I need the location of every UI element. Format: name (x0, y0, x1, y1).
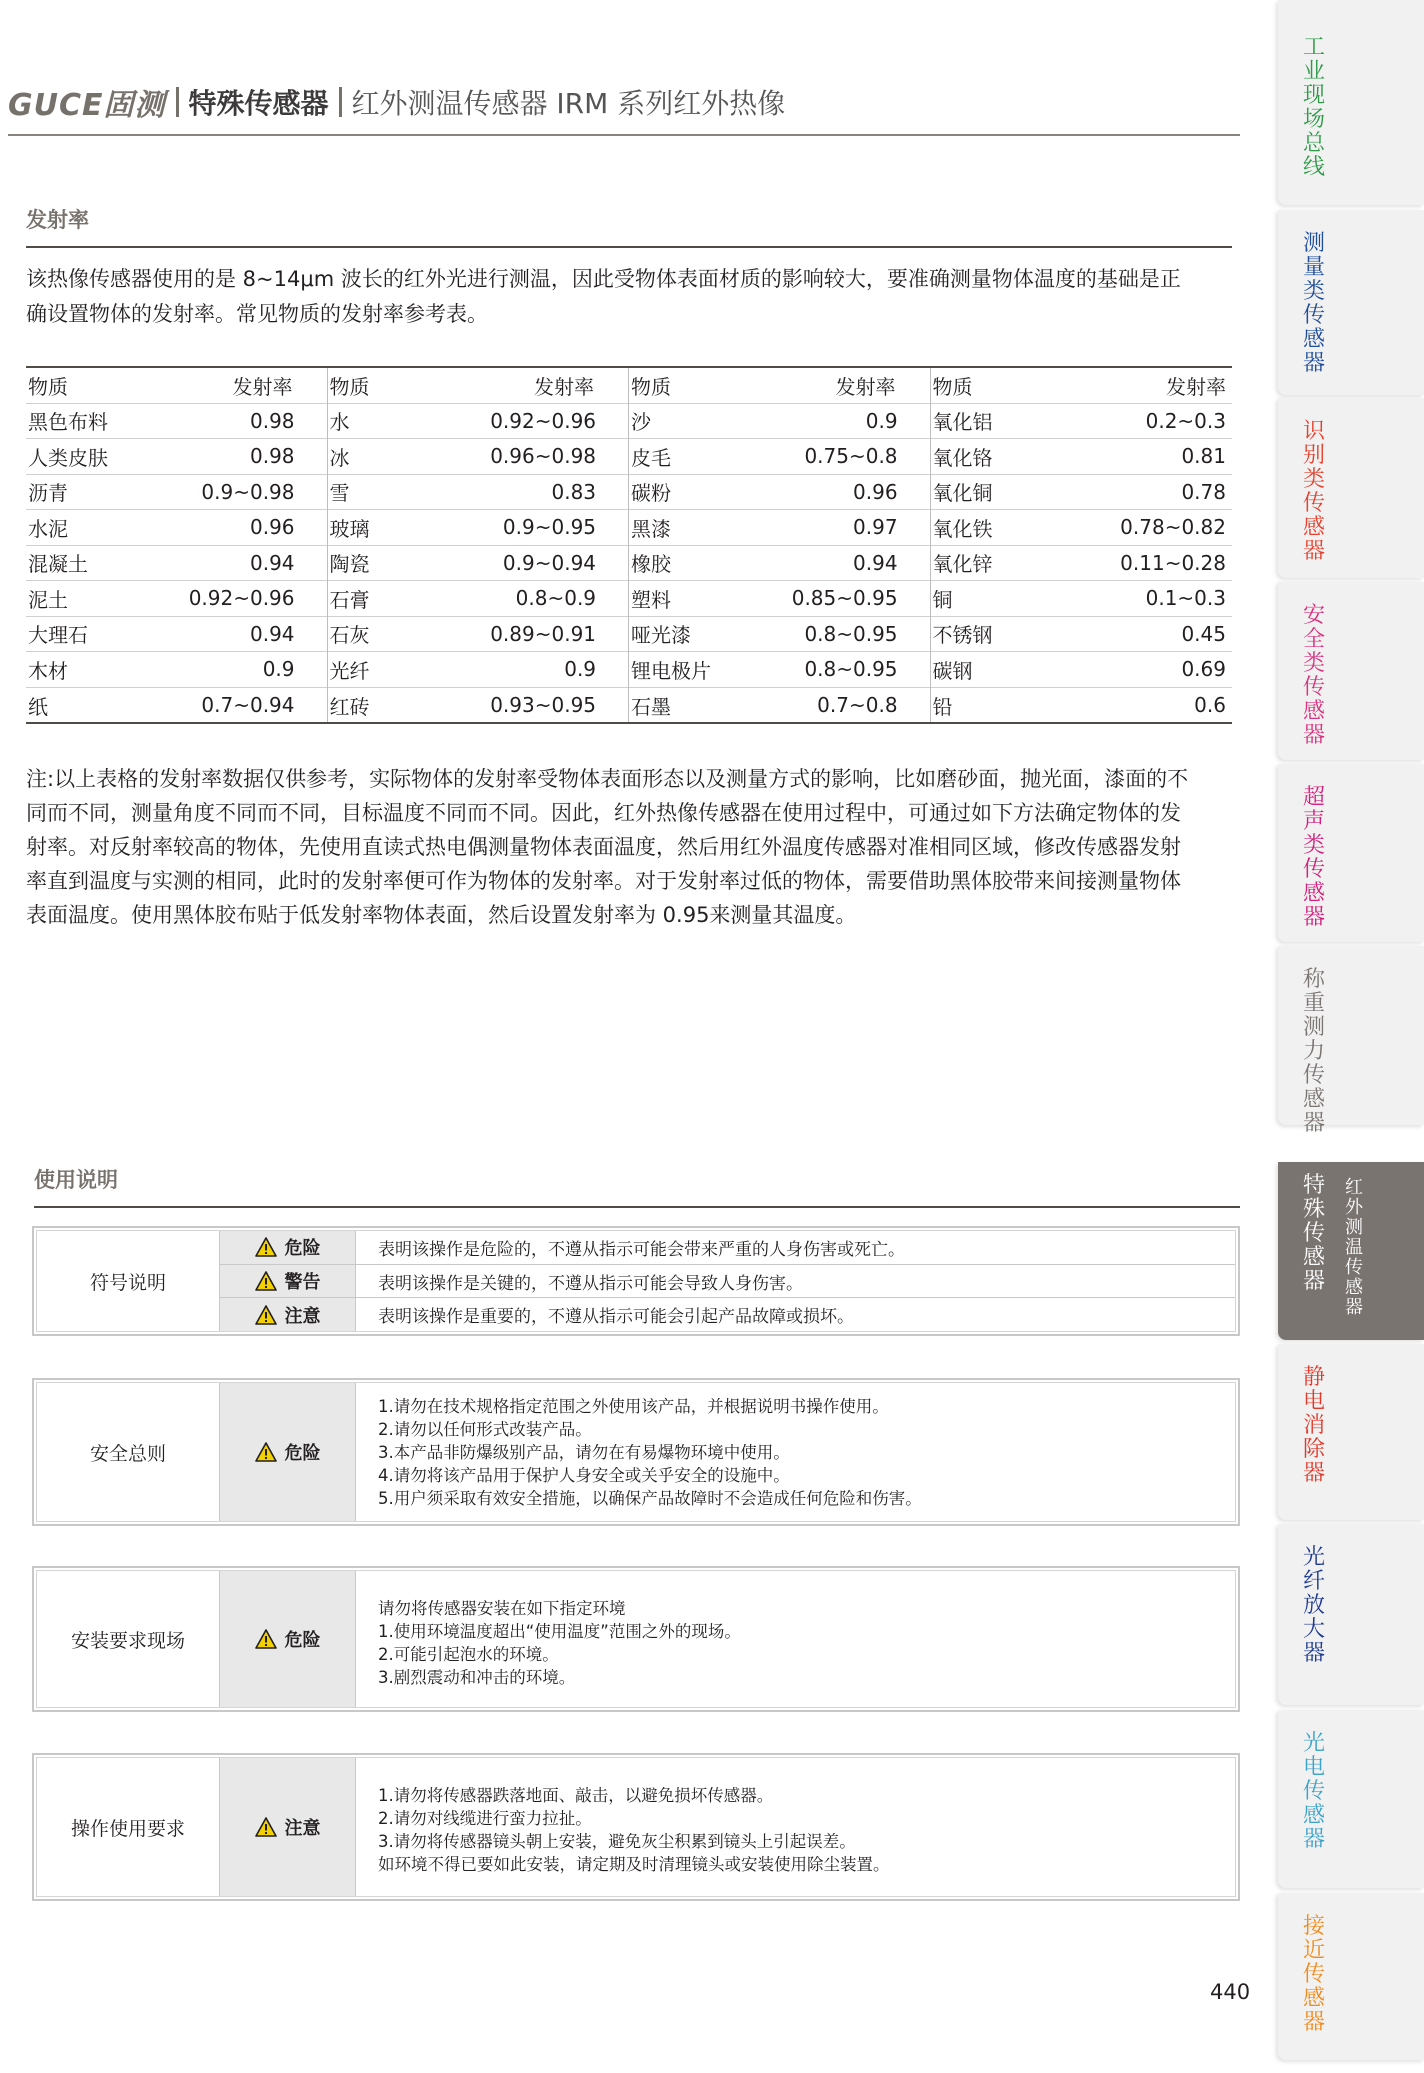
material-name: 氧化铝 (932, 410, 993, 435)
warning-triangle-icon (255, 1305, 277, 1325)
emissivity-value: 0.96~0.98 (490, 444, 597, 469)
material-name: 塑料 (631, 587, 672, 612)
safety-category: 安全总则 (37, 1383, 220, 1521)
install-category: 安装要求现场 (37, 1571, 220, 1707)
emissivity-value: 0.9~0.95 (502, 515, 597, 540)
emissivity-row (26, 439, 327, 475)
category-tab-sublabel: 红外测温传感器 (1345, 1177, 1363, 1318)
emissivity-note: 注:以上表格的发射率数据仅供参考，实际物体的发射率受物体表面形态以及测量方式的影响，比如磨砂面，抛光面，漆面的不同而不同，测量角度不同而不同，目标温度不同而不同。因此，红外热像传感器在使用过程中，可通过如下方法确定物体的发射率。对反射率较高的物体，先使用直读式热电偶测量物体表面温度，然后用红外温度传感器对准相同区域，修改传感器发射率直到温度与实测的相同，此时的发射率便可作为物体的发射率。对于发射率过低的物体，需要借助黑体胶带来间接测量物体表面温度。使用黑体胶布贴于低发射率物体表面，然后设置发射率为 0.95来测量其温度。 (26, 767, 1189, 927)
emissivity-row (629, 404, 930, 440)
emissivity-value: 0.9~0.98 (201, 479, 295, 504)
emissivity-header-row (629, 368, 930, 404)
usage-title: 使用说明 (34, 1168, 118, 1192)
material-name: 石墨 (631, 694, 672, 719)
text-line: 请勿将传感器安装在如下指定环境 (378, 1599, 626, 1618)
text-line: 3.请勿将传感器镜头朝上安装，避免灰尘积累到镜头上引起误差。 (378, 1832, 856, 1851)
material-name: 氧化铁 (932, 516, 993, 541)
header-subtitle: 红外测温传感器 IRM 系列红外热像 (351, 87, 786, 120)
level-warning-text: 表明该操作是关键的，不遵从指示可能会导致人身伤害。 (356, 1264, 1235, 1298)
emissivity-value: 0.96 (249, 515, 295, 540)
text-line: 2.请勿以任何形式改装产品。 (378, 1420, 592, 1439)
emissivity-column-group (629, 368, 931, 722)
text-line: 如环境不得已要如此安装，请定期及时清理镜头或安装使用除尘装置。 (378, 1855, 890, 1874)
section-divider (26, 246, 1232, 248)
material-name: 氧化铬 (932, 445, 993, 470)
category-tab-label: 特殊传感器 (1302, 1173, 1325, 1294)
header-material: 物质 (631, 374, 672, 399)
text-line: 2.请勿对线缆进行蛮力拉扯。 (378, 1809, 592, 1828)
emissivity-row (328, 404, 629, 440)
header-material: 物质 (28, 374, 68, 399)
category-tab[interactable] (1278, 0, 1424, 205)
material-name: 玻璃 (329, 516, 370, 541)
material-name: 氧化铜 (932, 481, 993, 506)
category-tab[interactable] (1278, 210, 1424, 395)
emissivity-value: 0.2~0.3 (1145, 408, 1226, 433)
category-tab[interactable] (1278, 1344, 1424, 1520)
emissivity-table (26, 366, 1232, 724)
emissivity-value: 0.78~0.82 (1120, 515, 1226, 540)
emissivity-row (931, 617, 1232, 653)
header-separator (176, 87, 179, 117)
text-line: 1.请勿将传感器跌落地面、敲击，以避免损坏传感器。 (378, 1786, 774, 1805)
text-line: 3.本产品非防爆级别产品，请勿在有易爆物环境中使用。 (378, 1443, 790, 1462)
emissivity-value: 0.78 (1181, 479, 1226, 504)
header-emissivity: 发射率 (232, 374, 293, 399)
category-tab-label: 测量类传感器 (1302, 231, 1325, 376)
level-danger: 危险 (220, 1231, 355, 1264)
emissivity-row (931, 404, 1232, 440)
emissivity-row (328, 439, 629, 475)
category-tab-label: 识别类传感器 (1302, 419, 1325, 564)
emissivity-row (931, 475, 1232, 511)
emissivity-row (931, 439, 1232, 475)
material-name: 石膏 (329, 587, 370, 612)
emissivity-value: 0.7~0.94 (201, 693, 295, 718)
material-name: 哑光漆 (631, 623, 692, 648)
material-name: 氧化锌 (932, 552, 993, 577)
emissivity-column-group (931, 368, 1232, 722)
header-separator (339, 87, 342, 117)
level-caution-text: 表明该操作是重要的，不遵从指示可能会引起产品故障或损坏。 (356, 1297, 1235, 1331)
emissivity-value: 0.6 (1194, 693, 1226, 718)
page-header (8, 76, 1240, 136)
text-line: 1.请勿在技术规格指定范围之外使用该产品，并根据说明书操作使用。 (378, 1397, 889, 1416)
emissivity-value: 0.98 (249, 444, 295, 469)
emissivity-row (931, 546, 1232, 582)
category-tab[interactable] (1278, 946, 1424, 1136)
material-name: 水泥 (28, 516, 68, 541)
emissivity-value: 0.7~0.8 (817, 693, 898, 718)
emissivity-row (26, 475, 327, 511)
emissivity-value: 0.45 (1181, 621, 1226, 646)
material-name: 光纤 (329, 658, 370, 683)
category-tab-label: 称重测力传感器 (1302, 967, 1325, 1136)
install-box (32, 1566, 1240, 1712)
operation-box (32, 1753, 1240, 1901)
category-tab[interactable] (1278, 764, 1424, 942)
material-name: 木材 (28, 658, 68, 683)
warning-triangle-icon (255, 1817, 277, 1837)
header-category: 特殊传感器 (188, 87, 329, 120)
text-line: 5.用户须采取有效安全措施，以确保产品故障时不会造成任何危险和伤害。 (378, 1489, 922, 1508)
emissivity-header-row (328, 368, 629, 404)
header-material: 物质 (932, 374, 973, 399)
emissivity-column-group (328, 368, 630, 722)
emissivity-row (629, 439, 930, 475)
emissivity-row (26, 688, 327, 724)
emissivity-row (629, 688, 930, 724)
emissivity-row (328, 688, 629, 724)
emissivity-row (931, 652, 1232, 688)
emissivity-row (328, 652, 629, 688)
material-name: 沙 (631, 410, 652, 435)
emissivity-row (26, 546, 327, 582)
emissivity-value: 0.94 (249, 621, 295, 646)
material-name: 人类皮肤 (28, 445, 108, 470)
material-name: 不锈钢 (932, 623, 993, 648)
level-caution: 注意 (220, 1297, 355, 1331)
emissivity-value: 0.85~0.95 (791, 586, 898, 611)
emissivity-row (26, 581, 327, 617)
material-name: 冰 (329, 445, 350, 470)
category-tab-label: 安全类传感器 (1302, 603, 1325, 748)
emissivity-row (629, 617, 930, 653)
material-name: 铜 (932, 587, 953, 612)
category-tab-label: 静电消除器 (1302, 1365, 1325, 1486)
brand-logo: GUCE固测 (8, 88, 166, 123)
emissivity-value: 0.8~0.95 (804, 657, 898, 682)
material-name: 皮毛 (631, 445, 672, 470)
emissivity-column-group (26, 368, 328, 722)
emissivity-row (328, 617, 629, 653)
emissivity-value: 0.83 (551, 479, 597, 504)
category-tab[interactable] (1278, 398, 1424, 578)
install-text (356, 1571, 1235, 1689)
emissivity-value: 0.8~0.95 (804, 621, 898, 646)
header-emissivity: 发射率 (835, 374, 896, 399)
emissivity-value: 0.94 (853, 550, 898, 575)
level-warning: 警告 (220, 1264, 355, 1298)
emissivity-row (629, 581, 930, 617)
emissivity-row (629, 652, 930, 688)
header-emissivity: 发射率 (534, 374, 595, 399)
emissivity-value: 0.8~0.9 (515, 586, 597, 611)
header-emissivity: 发射率 (1165, 374, 1226, 399)
material-name: 铅 (932, 694, 953, 719)
safety-level: 危险 (220, 1383, 355, 1521)
emissivity-row (629, 546, 930, 582)
material-name: 纸 (28, 694, 48, 719)
text-line: 4.请勿将该产品用于保护人身安全或关乎安全的设施中。 (378, 1466, 790, 1485)
category-tabs (1278, 0, 1424, 2073)
emissivity-row (26, 617, 327, 653)
warning-triangle-icon (255, 1271, 277, 1291)
emissivity-header-row (931, 368, 1232, 404)
text-line: 1.使用环境温度超出“使用温度”范围之外的现场。 (378, 1622, 741, 1641)
material-name: 石灰 (329, 623, 370, 648)
material-name: 黑漆 (631, 516, 672, 541)
material-name: 红砖 (329, 694, 370, 719)
material-name: 沥青 (28, 481, 68, 506)
warning-triangle-icon (255, 1629, 277, 1649)
emissivity-value: 0.81 (1181, 444, 1226, 469)
operation-level: 注意 (220, 1758, 355, 1896)
material-name: 锂电极片 (631, 658, 712, 683)
category-tab[interactable] (1278, 1524, 1424, 1705)
material-name: 橡胶 (631, 552, 672, 577)
category-tab[interactable] (1278, 1710, 1424, 1888)
emissivity-intro: 该热像传感器使用的是 8~14μm 波长的红外光进行测温，因此受物体表面材质的影响较大，要准确测量物体温度的基础是正确设置物体的发射率。常见物质的发射率参考表。 (26, 267, 1181, 326)
emissivity-value: 0.9~0.94 (502, 550, 597, 575)
material-name: 混凝土 (28, 552, 88, 577)
category-tab[interactable] (1278, 1893, 1424, 2060)
section-divider (34, 1206, 1240, 1208)
symbol-legend-box (32, 1226, 1240, 1336)
level-danger-text: 表明该操作是危险的，不遵从指示可能会带来严重的人身伤害或死亡。 (378, 1239, 905, 1260)
material-name: 泥土 (28, 587, 68, 612)
symbol-legend-category: 符号说明 (37, 1231, 220, 1331)
category-tab-label: 超声类传感器 (1302, 785, 1325, 930)
emissivity-header-row (26, 368, 327, 404)
emissivity-row (629, 510, 930, 546)
emissivity-value: 0.93~0.95 (490, 693, 597, 718)
emissivity-row (328, 581, 629, 617)
operation-text (356, 1758, 1235, 1876)
warning-triangle-icon (255, 1237, 277, 1257)
emissivity-value: 0.9 (262, 657, 295, 682)
page-number: 440 (1210, 1980, 1251, 2004)
category-tab-label: 光纤放大器 (1302, 1545, 1325, 1666)
material-name: 雪 (329, 481, 350, 506)
emissivity-value: 0.98 (249, 408, 295, 433)
text-line: 3.剧烈震动和冲击的环境。 (378, 1668, 576, 1687)
emissivity-value: 0.75~0.8 (804, 444, 898, 469)
install-level: 危险 (220, 1571, 355, 1707)
material-name: 黑色布料 (28, 410, 108, 435)
emissivity-value: 0.9 (564, 657, 597, 682)
emissivity-title: 发射率 (26, 208, 89, 232)
emissivity-value: 0.92~0.96 (490, 408, 597, 433)
emissivity-value: 0.69 (1181, 657, 1226, 682)
emissivity-row (26, 404, 327, 440)
material-name: 大理石 (28, 623, 88, 648)
emissivity-value: 0.92~0.96 (188, 586, 295, 611)
category-tab-label: 工业现场总线 (1302, 35, 1325, 180)
emissivity-value: 0.11~0.28 (1120, 550, 1226, 575)
material-name: 陶瓷 (329, 552, 370, 577)
emissivity-value: 0.9 (865, 408, 898, 433)
emissivity-value: 0.1~0.3 (1145, 586, 1226, 611)
material-name: 碳钢 (932, 658, 973, 683)
warning-triangle-icon (255, 1442, 277, 1462)
emissivity-row (26, 510, 327, 546)
emissivity-row (629, 475, 930, 511)
material-name: 水 (329, 410, 350, 435)
safety-text (356, 1383, 1235, 1510)
emissivity-row (328, 546, 629, 582)
category-tab[interactable] (1278, 582, 1424, 760)
emissivity-row (931, 510, 1232, 546)
category-tab-label: 光电传感器 (1302, 1731, 1325, 1852)
emissivity-row (26, 652, 327, 688)
safety-box (32, 1378, 1240, 1526)
emissivity-row (931, 688, 1232, 724)
emissivity-value: 0.94 (249, 550, 295, 575)
emissivity-value: 0.97 (853, 515, 898, 540)
emissivity-row (328, 510, 629, 546)
emissivity-row (931, 581, 1232, 617)
category-tab[interactable] (1278, 1162, 1424, 1340)
category-tab-label: 接近传感器 (1302, 1914, 1325, 2035)
operation-category: 操作使用要求 (37, 1758, 220, 1896)
text-line: 2.可能引起泡水的环境。 (378, 1645, 559, 1664)
material-name: 碳粉 (631, 481, 672, 506)
header-material: 物质 (329, 374, 370, 399)
emissivity-row (328, 475, 629, 511)
emissivity-value: 0.96 (853, 479, 898, 504)
emissivity-value: 0.89~0.91 (490, 621, 597, 646)
